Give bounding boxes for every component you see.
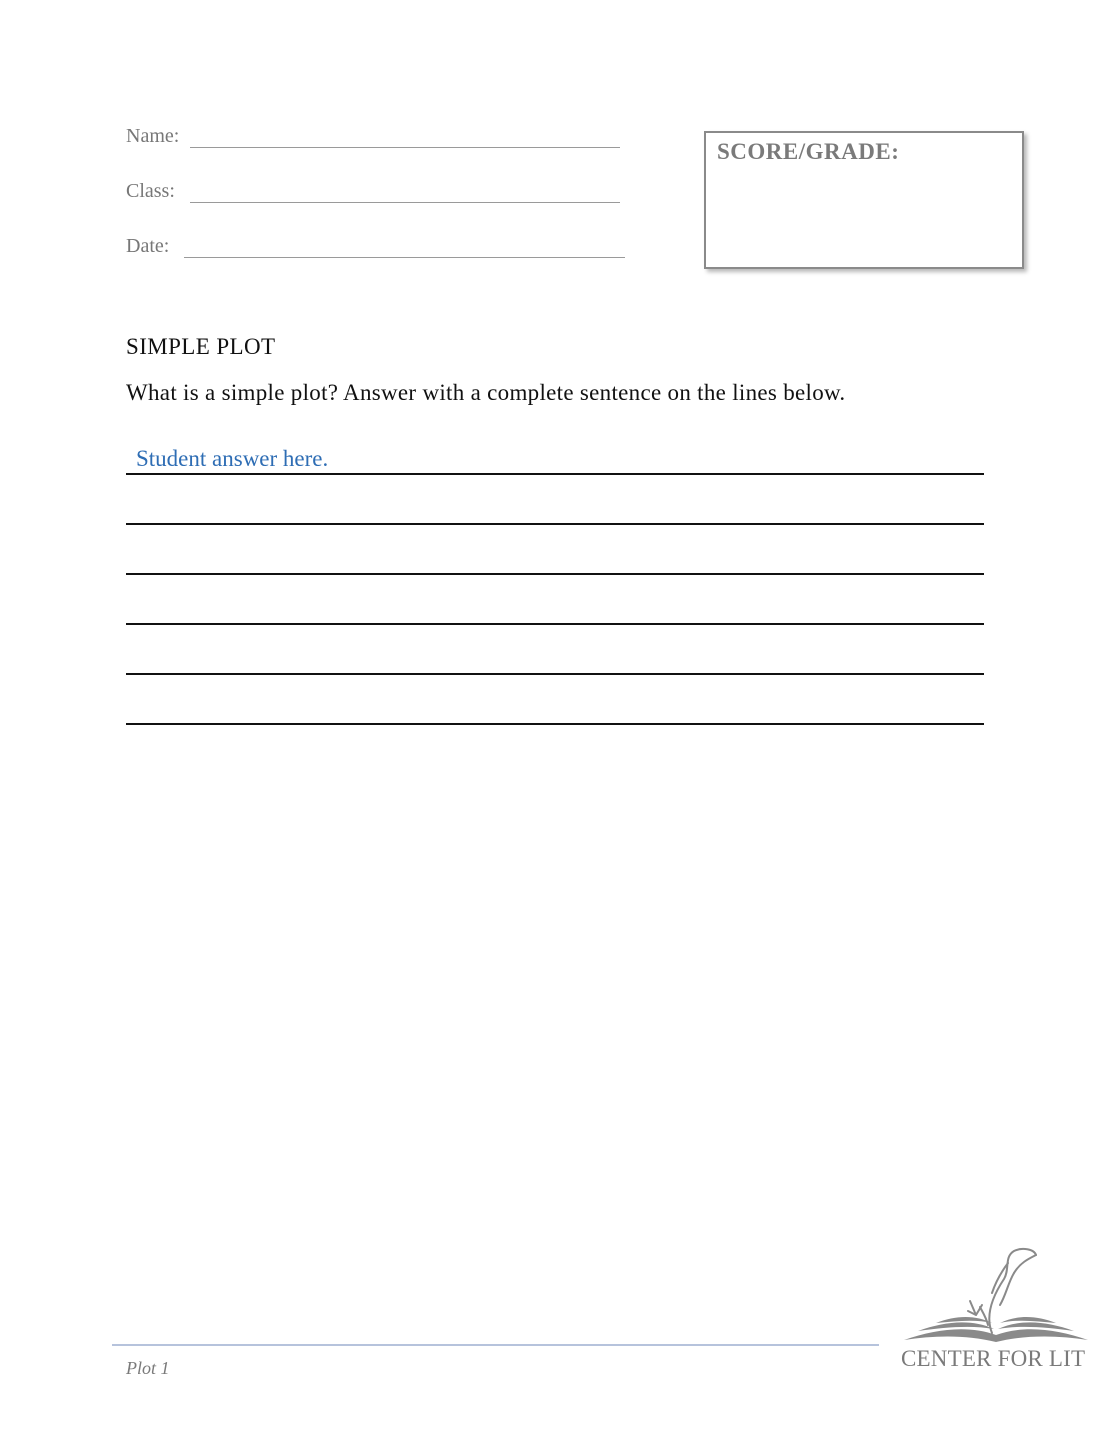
footer-page-label: Plot 1 (126, 1358, 170, 1378)
answer-line[interactable] (126, 623, 984, 625)
answer-line[interactable] (126, 523, 984, 525)
center-for-lit-logo (896, 1243, 1096, 1373)
answer-line[interactable] (126, 673, 984, 675)
class-input-line[interactable] (190, 202, 620, 203)
name-field (126, 124, 626, 154)
score-grade-label: SCORE/GRADE: (717, 139, 900, 164)
class-field (126, 179, 626, 209)
date-input-line[interactable] (184, 257, 625, 258)
name-input-line[interactable] (190, 147, 620, 148)
answer-line[interactable] (126, 473, 984, 475)
section-title: SIMPLE PLOT (126, 334, 276, 359)
answer-line[interactable] (126, 723, 984, 725)
name-label: Name: (126, 125, 180, 147)
class-label: Class: (126, 180, 175, 202)
logo-text: CENTER FOR LIT (901, 1346, 1086, 1371)
student-answer-text[interactable]: Student answer here. (136, 446, 329, 471)
pelican-book-icon (896, 1243, 1096, 1348)
footer-divider (112, 1344, 879, 1346)
date-field (126, 234, 626, 264)
date-label: Date: (126, 235, 170, 257)
answer-line[interactable] (126, 573, 984, 575)
score-grade-box (704, 131, 1024, 269)
question-text: What is a simple plot? Answer with a complete sentence on the lines below. (126, 380, 846, 405)
